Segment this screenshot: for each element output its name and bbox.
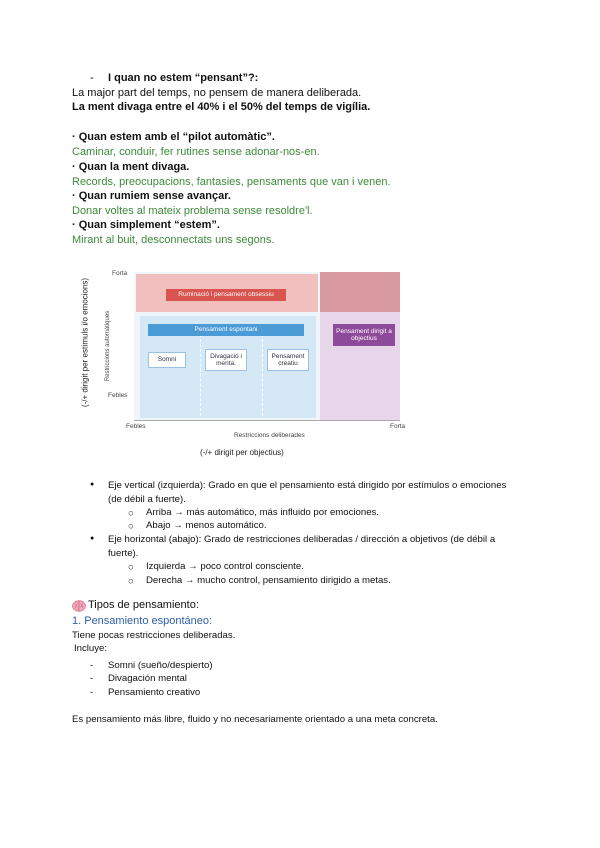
text-line: Tiene pocas restricciones deliberadas. xyxy=(72,630,236,641)
y-axis-bottom-label: Febles xyxy=(108,392,128,399)
rumination-overlap xyxy=(320,272,400,312)
x-axis-outer-label: (-/+ dirigit per objectius) xyxy=(200,448,284,457)
thinking-diagram xyxy=(78,268,418,468)
x-axis-left-label: Febles xyxy=(126,423,146,430)
mode-title: · Quan simplement “estem”. xyxy=(72,219,220,231)
bullet-circle: ○ xyxy=(128,521,134,532)
section-heading: I quan no estem “pensant”?: xyxy=(108,72,259,84)
y-axis-inner-label: Restriccions automàtiques xyxy=(105,310,111,382)
y-axis-outer-label: (-/+ dirigit per estímuls i/o emocions) xyxy=(80,277,90,408)
text-line: Incluye: xyxy=(74,643,108,654)
list-dash: - xyxy=(90,660,94,671)
x-axis-inner-label: Restriccions deliberades xyxy=(234,432,305,439)
list-item: Eje horizontal (abajo): Grado de restricciones deliberadas / dirección a objetivos (de débil a fuerte). xyxy=(108,534,496,559)
types-heading: Tipos de pensamiento: xyxy=(88,599,199,611)
mode-desc: Donar voltes al mateix problema sense resoldre'l. xyxy=(72,205,313,217)
bullet-disc: ● xyxy=(90,481,95,488)
separator xyxy=(262,334,263,416)
y-axis-top-label: Forta xyxy=(112,270,128,277)
types-subheading: 1. Pensamiento espontáneo: xyxy=(72,615,213,627)
sub-list-item: Derecha → mucho control, pensamiento dirigido a metas. xyxy=(146,575,391,586)
list-dash: - xyxy=(90,687,94,698)
bullet-circle: ○ xyxy=(128,576,134,587)
list-item: Eje vertical (izquierda): Grado en que el pensamiento está dirigido por estímulos o emociones (de débil a fuerte). xyxy=(108,480,507,505)
closing-text: Es pensamiento más libre, fluido y no necesariamente orientado a una meta concreta. xyxy=(72,714,438,725)
mode-desc: Mirant al buit, desconnectats uns segons. xyxy=(72,234,275,246)
bullet-circle: ○ xyxy=(128,562,134,573)
text-line: La major part del temps, no pensem de manera deliberada. xyxy=(72,87,362,99)
x-axis-line xyxy=(134,420,400,421)
bullet-disc: ● xyxy=(90,535,95,542)
sub-list-item: Abajo → menos automático. xyxy=(146,520,267,531)
somni-tag: Somni xyxy=(148,352,186,368)
mode-title: · Quan rumiem sense avançar. xyxy=(72,190,231,202)
mode-desc: Records, preocupacions, fantasies, pensaments que van i venen. xyxy=(72,176,391,188)
brain-icon xyxy=(72,599,86,611)
mode-title: · Quan estem amb el “pilot automàtic”. xyxy=(72,131,275,143)
rumination-tag: Ruminació i pensament obsessiu xyxy=(166,289,286,301)
sub-list-item: Izquierda → poco control consciente. xyxy=(146,561,304,572)
x-axis-right-label: Forta xyxy=(390,423,406,430)
dirigit-tag: Pensament dirigit a objectius xyxy=(333,324,395,346)
creatiu-tag: Pensament creatiu xyxy=(267,349,309,371)
mode-desc: Caminar, conduir, fer rutines sense adonar-nos-en. xyxy=(72,146,320,158)
text-line-bold: La ment divaga entre el 40% i el 50% del temps de vigília. xyxy=(72,101,371,113)
divagacio-tag: Divagació i menta. xyxy=(205,349,247,371)
list-item: Divagación mental xyxy=(108,673,187,684)
mode-title: · Quan la ment divaga. xyxy=(72,161,190,173)
list-item: Pensamiento creativo xyxy=(108,687,201,698)
list-dash: - xyxy=(90,72,94,84)
separator xyxy=(200,334,201,416)
bullet-circle: ○ xyxy=(128,508,134,519)
list-dash: - xyxy=(90,673,94,684)
spontaneous-tag: Pensament espontani xyxy=(148,324,304,336)
sub-list-item: Arriba → más automático, más influido por emociones. xyxy=(146,507,380,518)
list-item: Somni (sueño/despierto) xyxy=(108,660,213,671)
